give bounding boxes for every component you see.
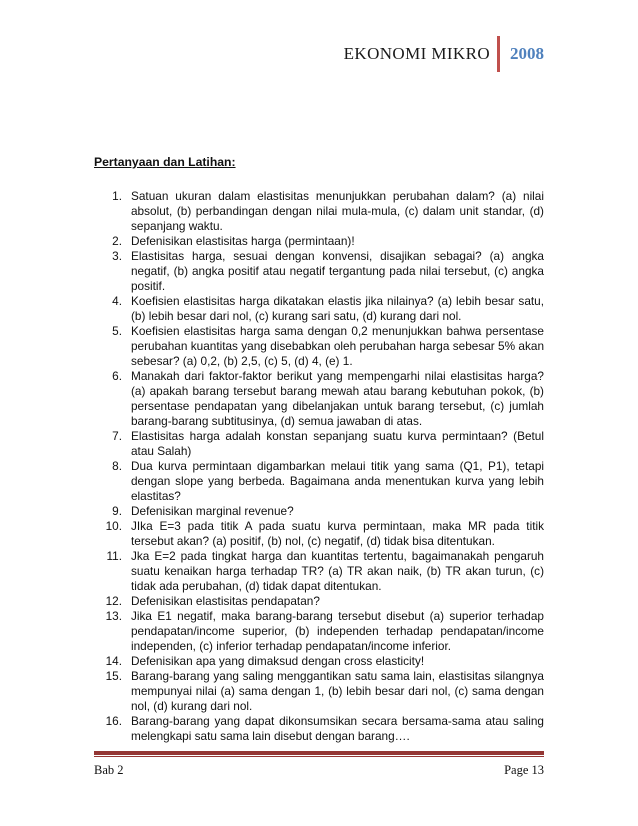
question-number: 10.: [105, 519, 122, 533]
question-text: Defenisikan elastisitas pendapatan?: [131, 594, 320, 608]
section-heading: Pertanyaan dan Latihan:: [94, 155, 236, 169]
question-item: [94, 594, 544, 609]
question-text: JIka E=3 pada titik A pada suatu kurva permintaan, maka MR pada titik tersebut akan? (a) positif, (b) nol, (c) negatif, (d) tidak bisa ditentukan.: [131, 519, 544, 548]
question-item: [94, 669, 544, 714]
question-item: [94, 609, 544, 654]
question-number: 9.: [112, 504, 122, 518]
question-text: Koefisien elastisitas harga dikatakan elastis jika nilainya? (a) lebih besar satu, (b) lebih besar dari nol, (c) kurang sari satu, (d) kurang dari nol.: [131, 294, 544, 323]
footer-chapter: Bab 2: [94, 763, 124, 777]
question-number: 11.: [106, 549, 122, 563]
question-text: Barang-barang yang saling menggantikan satu sama lain, elastisitas silangnya mempunyai nilai (a) sama dengan 1, (b) lebih besar dari nol, (c) sama dengan nol, (d) kurang dari nol.: [131, 669, 544, 713]
question-text: Barang-barang yang dapat dikonsumsikan secara bersama-sama atau saling melengkapi satu sama lain disebut dengan barang….: [131, 714, 544, 743]
question-text: Defenisikan elastisitas harga (permintaan)!: [131, 234, 355, 248]
question-item: [94, 234, 544, 249]
question-item: [94, 294, 544, 324]
question-number: 1.: [112, 189, 122, 203]
question-item: [94, 504, 544, 519]
header-title: EKONOMI MIKRO: [343, 44, 490, 63]
question-text: Dua kurva permintaan digambarkan melaui titik yang sama (Q1, P1), tetapi dengan slope yang berbeda. Bagaimana anda menentukan kurva yang lebih elastitas?: [131, 459, 544, 503]
question-item: [94, 324, 544, 369]
question-item: [94, 714, 544, 744]
question-text: Manakah dari faktor-faktor berikut yang mempengarhi nilai elastisitas harga? (a) apakah barang tersebut barang mewah atau barang kebutuhan pokok, (b) persentase pendapatan yang dibelanjakan untuk barang tersebut, (c) jumlah barang-barang subtitusinya, (d) semua jawaban di atas.: [131, 369, 544, 428]
question-number: 4.: [112, 294, 122, 308]
question-item: [94, 369, 544, 429]
question-number: 3.: [112, 249, 122, 263]
question-item: [94, 429, 544, 459]
page-header: [344, 36, 544, 72]
question-item: [94, 189, 544, 234]
question-number: 6.: [112, 369, 122, 383]
question-item: [94, 654, 544, 669]
question-number: 15.: [105, 669, 122, 683]
question-number: 7.: [112, 429, 122, 443]
question-number: 13.: [105, 609, 122, 623]
question-item: [94, 519, 544, 549]
question-text: Elastisitas harga adalah konstan sepanjang suatu kurva permintaan? (Betul atau Salah): [131, 429, 544, 458]
question-number: 16.: [105, 714, 122, 728]
question-number: 12.: [105, 594, 122, 608]
question-number: 8.: [112, 459, 122, 473]
question-number: 5.: [112, 324, 122, 338]
footer-page-number: Page 13: [504, 763, 544, 777]
question-text: Jka E=2 pada tingkat harga dan kuantitas tertentu, bagaimanakah pengaruh suatu kenaikan harga terhadap TR? (a) TR akan naik, (b) TR akan turun, (c) tidak ada perubahan, (d) tidak dapat ditentukan.: [131, 549, 544, 593]
question-item: [94, 459, 544, 504]
header-year: 2008: [510, 44, 544, 63]
question-number: 2.: [112, 234, 122, 248]
question-list: [94, 189, 544, 744]
question-text: Defenisikan apa yang dimaksud dengan cross elasticity!: [131, 654, 425, 668]
question-text: Koefisien elastisitas harga sama dengan 0,2 menunjukkan bahwa persentase perubahan kuantitas yang disebabkan oleh perubahan harga sebesar 5% akan sebesar? (a) 0,2, (b) 2,5, (c) 5, (d) 4, (e) 1.: [131, 324, 544, 368]
question-text: Satuan ukuran dalam elastisitas menunjukkan perubahan dalam? (a) nilai absolut, (b) perbandingan dengan nilai mula-mula, (c) dalam unit standar, (d) sepanjang waktu.: [131, 189, 544, 233]
question-item: [94, 549, 544, 594]
question-text: Defenisikan marginal revenue?: [131, 504, 294, 518]
question-text: Jika E1 negatif, maka barang-barang tersebut disebut (a) superior terhadap pendapatan/income superior, (b) independen terhadap pendapatan/income independen, (c) inferior terhadap pendapatan/income inferior.: [131, 609, 544, 653]
footer-divider: [94, 751, 544, 755]
question-item: [94, 249, 544, 294]
question-number: 14.: [105, 654, 122, 668]
question-text: Elastisitas harga, sesuai dengan konvensi, disajikan sebagai? (a) angka negatif, (b) angka positif atau negatif tergantung pada nilai tersebut, (c) angka positif.: [131, 249, 544, 293]
